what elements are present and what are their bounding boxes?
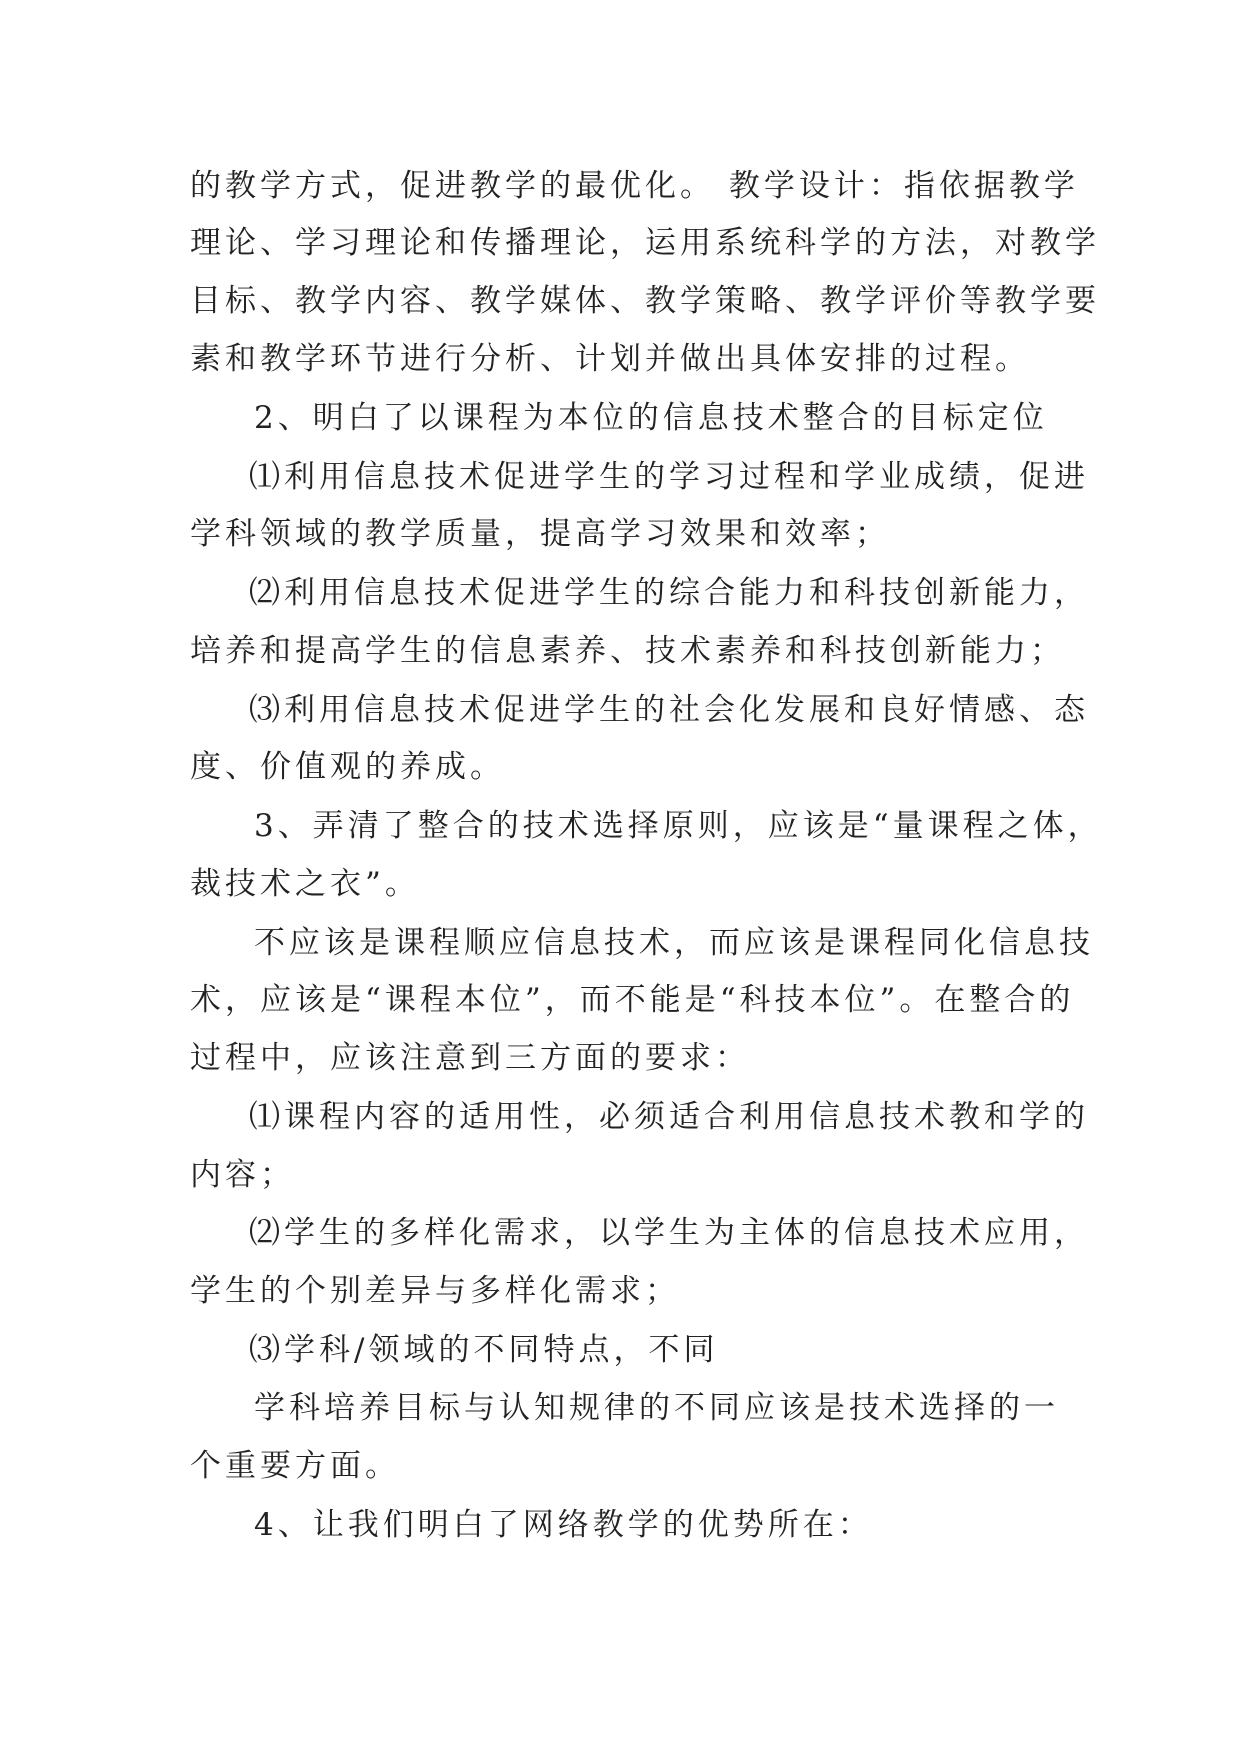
text-line: 2、明白了以课程为本位的信息技术整合的目标定位 bbox=[254, 400, 1048, 436]
text-line: 学科领域的教学质量，提高学习效果和效率； bbox=[190, 516, 890, 552]
text-line: ⑶利用信息技术促进学生的社会化发展和良好情感、态 bbox=[249, 692, 1089, 728]
text-line: 裁技术之衣”。 bbox=[190, 866, 420, 902]
text-line: ⑵利用信息技术促进学生的综合能力和科技创新能力， bbox=[249, 575, 1089, 611]
text-line: 素和教学环节进行分析、计划并做出具体安排的过程。 bbox=[190, 341, 1030, 377]
text-line: 不应该是课程顺应信息技术，而应该是课程同化信息技 bbox=[254, 925, 1094, 961]
text-line: ⑵学生的多样化需求，以学生为主体的信息技术应用， bbox=[249, 1215, 1089, 1251]
text-line: 内容； bbox=[190, 1157, 295, 1193]
text-line: 的教学方式，促进教学的最优化。 教学设计：指依据教学 bbox=[190, 168, 1079, 204]
text-line: 培养和提高学生的信息素养、技术素养和科技创新能力； bbox=[190, 633, 1065, 669]
text-line: ⑴利用信息技术促进学生的学习过程和学业成绩，促进 bbox=[249, 459, 1089, 495]
text-line: ⑶学科/领域的不同特点，不同 bbox=[249, 1332, 719, 1368]
text-line: 个重要方面。 bbox=[190, 1448, 400, 1484]
text-line: 过程中，应该注意到三方面的要求： bbox=[190, 1040, 750, 1076]
text-line: 术，应该是“课程本位”，而不能是“科技本位”。在整合的 bbox=[190, 982, 1075, 1018]
text-line: 学科培养目标与认知规律的不同应该是技术选择的一 bbox=[254, 1390, 1059, 1426]
text-line: 4、让我们明白了网络教学的优势所在： bbox=[254, 1507, 873, 1543]
text-line: 3、弄清了整合的技术选择原则，应该是“量课程之体， bbox=[254, 808, 1103, 844]
text-line: 目标、教学内容、教学媒体、教学策略、教学评价等教学要 bbox=[190, 283, 1100, 319]
text-line: 度、价值观的养成。 bbox=[190, 749, 505, 785]
text-line: 理论、学习理论和传播理论，运用系统科学的方法，对教学 bbox=[190, 225, 1100, 261]
text-line: ⑴课程内容的适用性，必须适合利用信息技术教和学的 bbox=[249, 1099, 1089, 1135]
text-line: 学生的个别差异与多样化需求； bbox=[190, 1273, 680, 1309]
